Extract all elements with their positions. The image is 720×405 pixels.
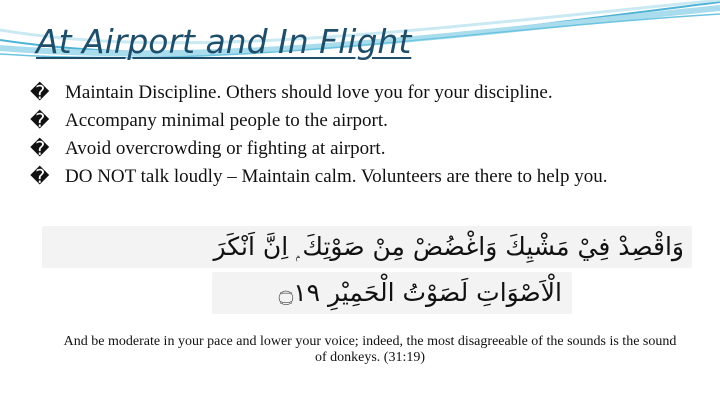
bullet-item — [30, 82, 690, 104]
bullet-text: Avoid overcrowding or fighting at airport. — [65, 138, 386, 159]
verse-line-1: وَاقْصِدْ فِيْ مَشْيِكَ وَاغْضُضْ مِنْ صَوْتِكَ ۭ اِنَّ اَنْكَرَ — [213, 232, 684, 261]
page-title: At Airport and In Flight — [36, 22, 412, 61]
bullet-item — [30, 138, 690, 160]
bullet-marker-icon: � — [30, 110, 50, 132]
verse-line-band — [42, 226, 692, 268]
bullet-marker-icon: � — [30, 138, 50, 160]
verse-line-2: الْاَصْوَاتِ لَصَوْتُ الْحَمِيْرِ ۝۱۹ — [278, 278, 562, 307]
bullet-text: DO NOT talk loudly – Maintain calm. Volunteers are there to help you. — [65, 166, 608, 187]
bullet-text: Accompany minimal people to the airport. — [65, 110, 388, 131]
verse-translation: And be moderate in your pace and lower your voice; indeed, the most disagreeable of the sounds is the sound of donkeys. (31:19) — [63, 334, 677, 365]
bullet-marker-icon: � — [30, 82, 50, 104]
verse-line-band — [212, 272, 572, 314]
bullet-item — [30, 110, 690, 132]
bullet-item — [30, 166, 690, 188]
bullet-text: Maintain Discipline. Others should love you for your discipline. — [65, 82, 553, 103]
bullet-marker-icon: � — [30, 166, 50, 188]
bullet-list — [30, 82, 690, 194]
quran-verse-image — [42, 226, 692, 316]
